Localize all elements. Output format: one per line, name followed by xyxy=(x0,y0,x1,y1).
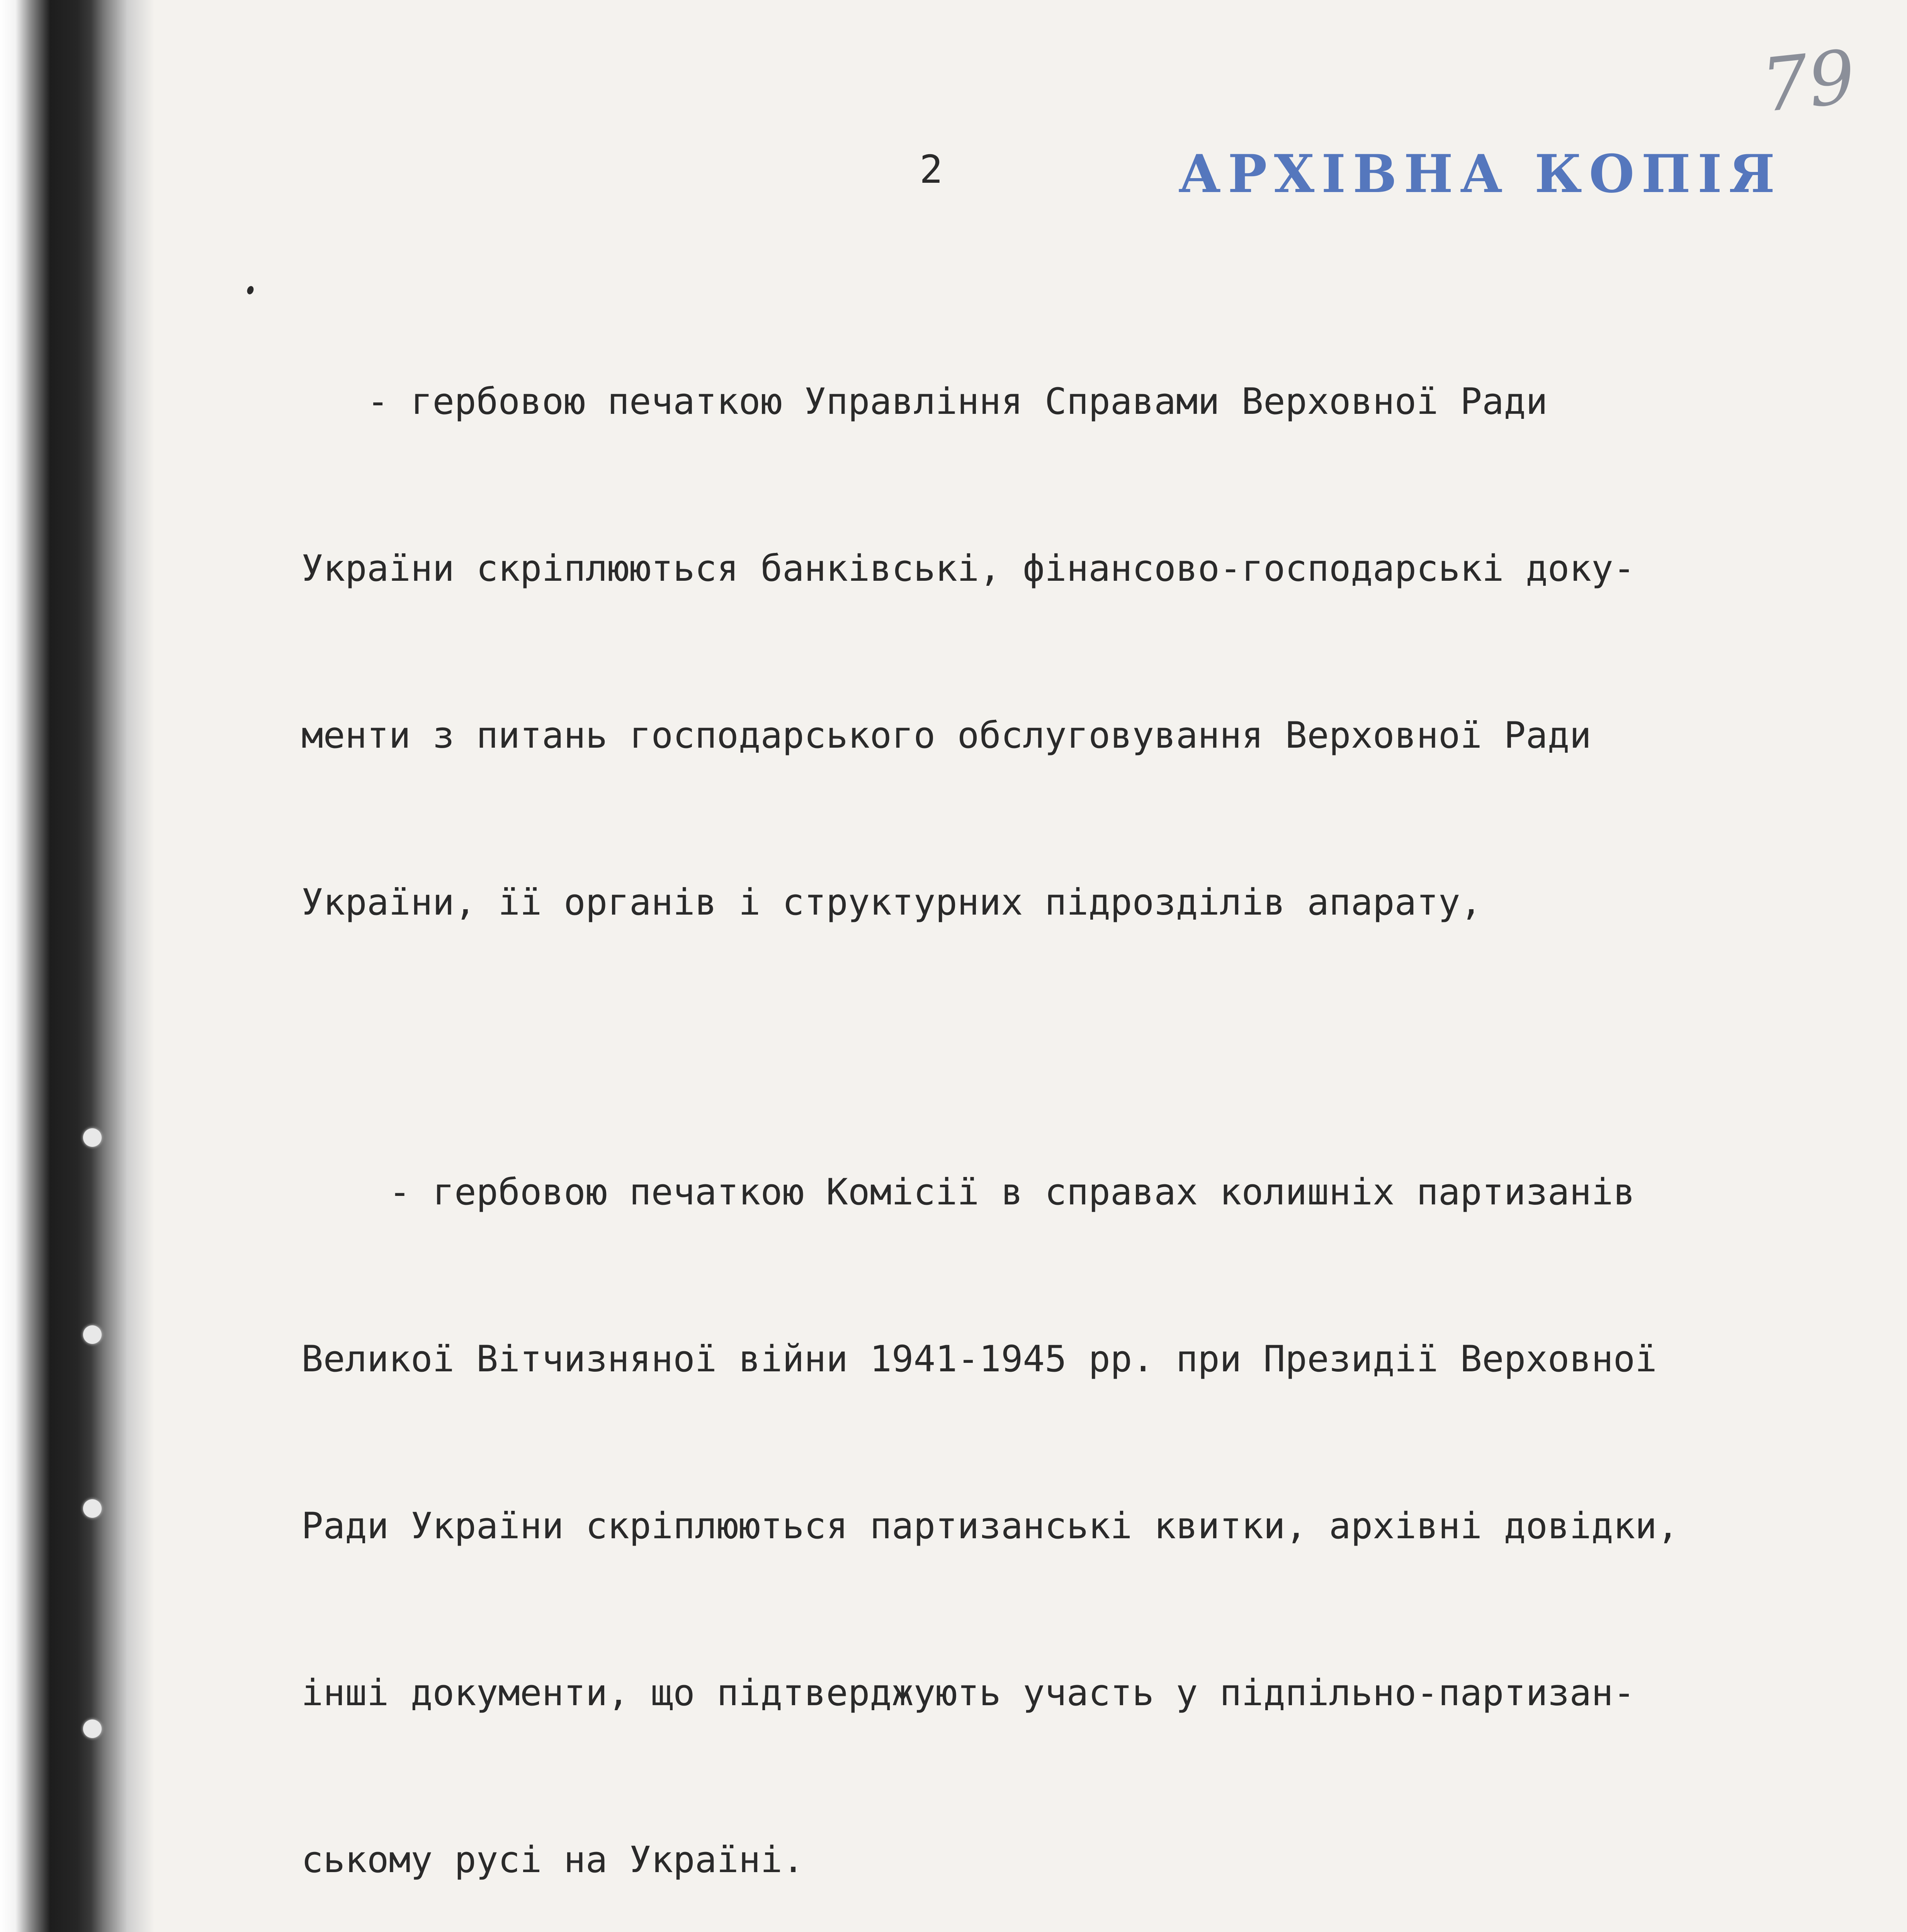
punch-hole xyxy=(83,1128,102,1147)
binding-edge xyxy=(0,0,155,1932)
text-line: ському русі на Україні. xyxy=(301,1839,804,1881)
ink-dot xyxy=(246,285,255,295)
paragraph-seal-management xyxy=(301,263,1808,1042)
punch-hole xyxy=(83,1499,102,1518)
text-line: інші документи, що підтверджують участь у підпільно-партизан- xyxy=(301,1672,1635,1714)
text-line: Ради України скріплюються партизанські квитки, архівні довідки, xyxy=(301,1505,1679,1547)
page-number: 2 xyxy=(920,147,943,192)
punch-hole xyxy=(83,1325,102,1344)
text-line: Великої Вітчизняної війни 1941-1945 рр. при Президії Верховної xyxy=(301,1338,1657,1380)
document-body xyxy=(301,263,1808,1932)
text-line: України, її органів і структурних підрозділів апарату, xyxy=(301,881,1482,923)
paragraph-seal-partisans xyxy=(301,1053,1808,1932)
folio-number: 79 xyxy=(1757,34,1859,129)
text-line: - гербовою печаткою Управління Справами Верховної Ради xyxy=(301,381,1548,423)
punch-hole xyxy=(83,1719,102,1738)
text-line: України скріплюються банківські, фінансово-господарські доку- xyxy=(301,548,1635,590)
archive-stamp: АРХІВНА КОПІЯ xyxy=(1178,143,1782,204)
text-line: менти з питань господарського обслуговування Верховної Ради xyxy=(301,714,1591,757)
text-line: - гербовою печаткою Комісії в справах колишніх партизанів xyxy=(301,1171,1635,1213)
